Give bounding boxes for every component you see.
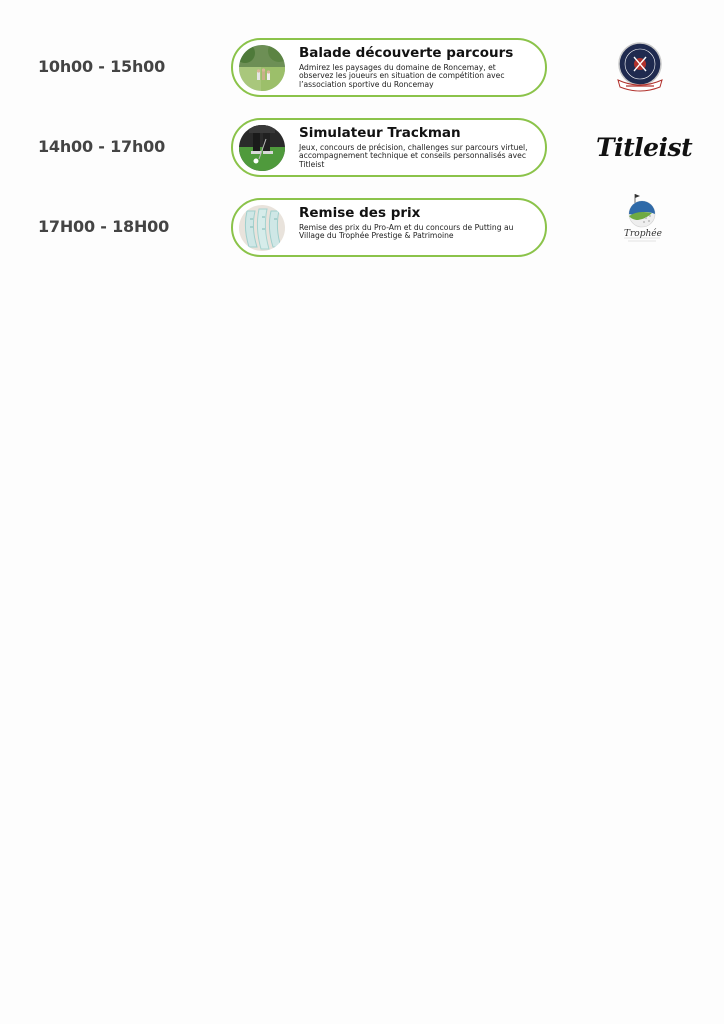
activity-card: [231, 38, 547, 97]
trophee-prestige-patrimoine-logo: [616, 192, 668, 256]
schedule-row: [0, 118, 724, 178]
time-slot: 14h00 - 17h00: [38, 137, 166, 156]
activity-description: Jeux, concours de précision, challenges sur parcours virtuel, accompagnement technique et conseils personnalisés avec Titleist: [299, 143, 528, 169]
trophee-wordmark: Trophée: [624, 229, 662, 239]
schedule-row: [0, 198, 724, 258]
time-slot: 10h00 - 15h00: [38, 57, 166, 76]
activity-description: Admirez les paysages du domaine de Roncemay, et observez les joueurs en situation de compétition avec l’association sportive du Roncemay: [299, 63, 505, 89]
roncemay-golf-club-badge: [612, 40, 668, 96]
golf-simulator-photo: [239, 125, 285, 171]
activity-title: Simulateur Trackman: [299, 125, 461, 141]
activity-description: Remise des prix du Pro-Am et du concours de Putting au Village du Trophée Prestige & Patrimoine: [299, 223, 514, 241]
activity-card: [231, 198, 547, 257]
glass-trophies-photo: [239, 205, 285, 251]
titleist-logo: Titleist: [596, 133, 693, 162]
golf-course-walk-photo: [239, 45, 285, 91]
activity-title: Balade découverte parcours: [299, 45, 514, 61]
time-slot: 17H00 - 18H00: [38, 217, 170, 236]
schedule-row: [0, 38, 724, 98]
activity-card: [231, 118, 547, 177]
activity-title: Remise des prix: [299, 205, 421, 221]
